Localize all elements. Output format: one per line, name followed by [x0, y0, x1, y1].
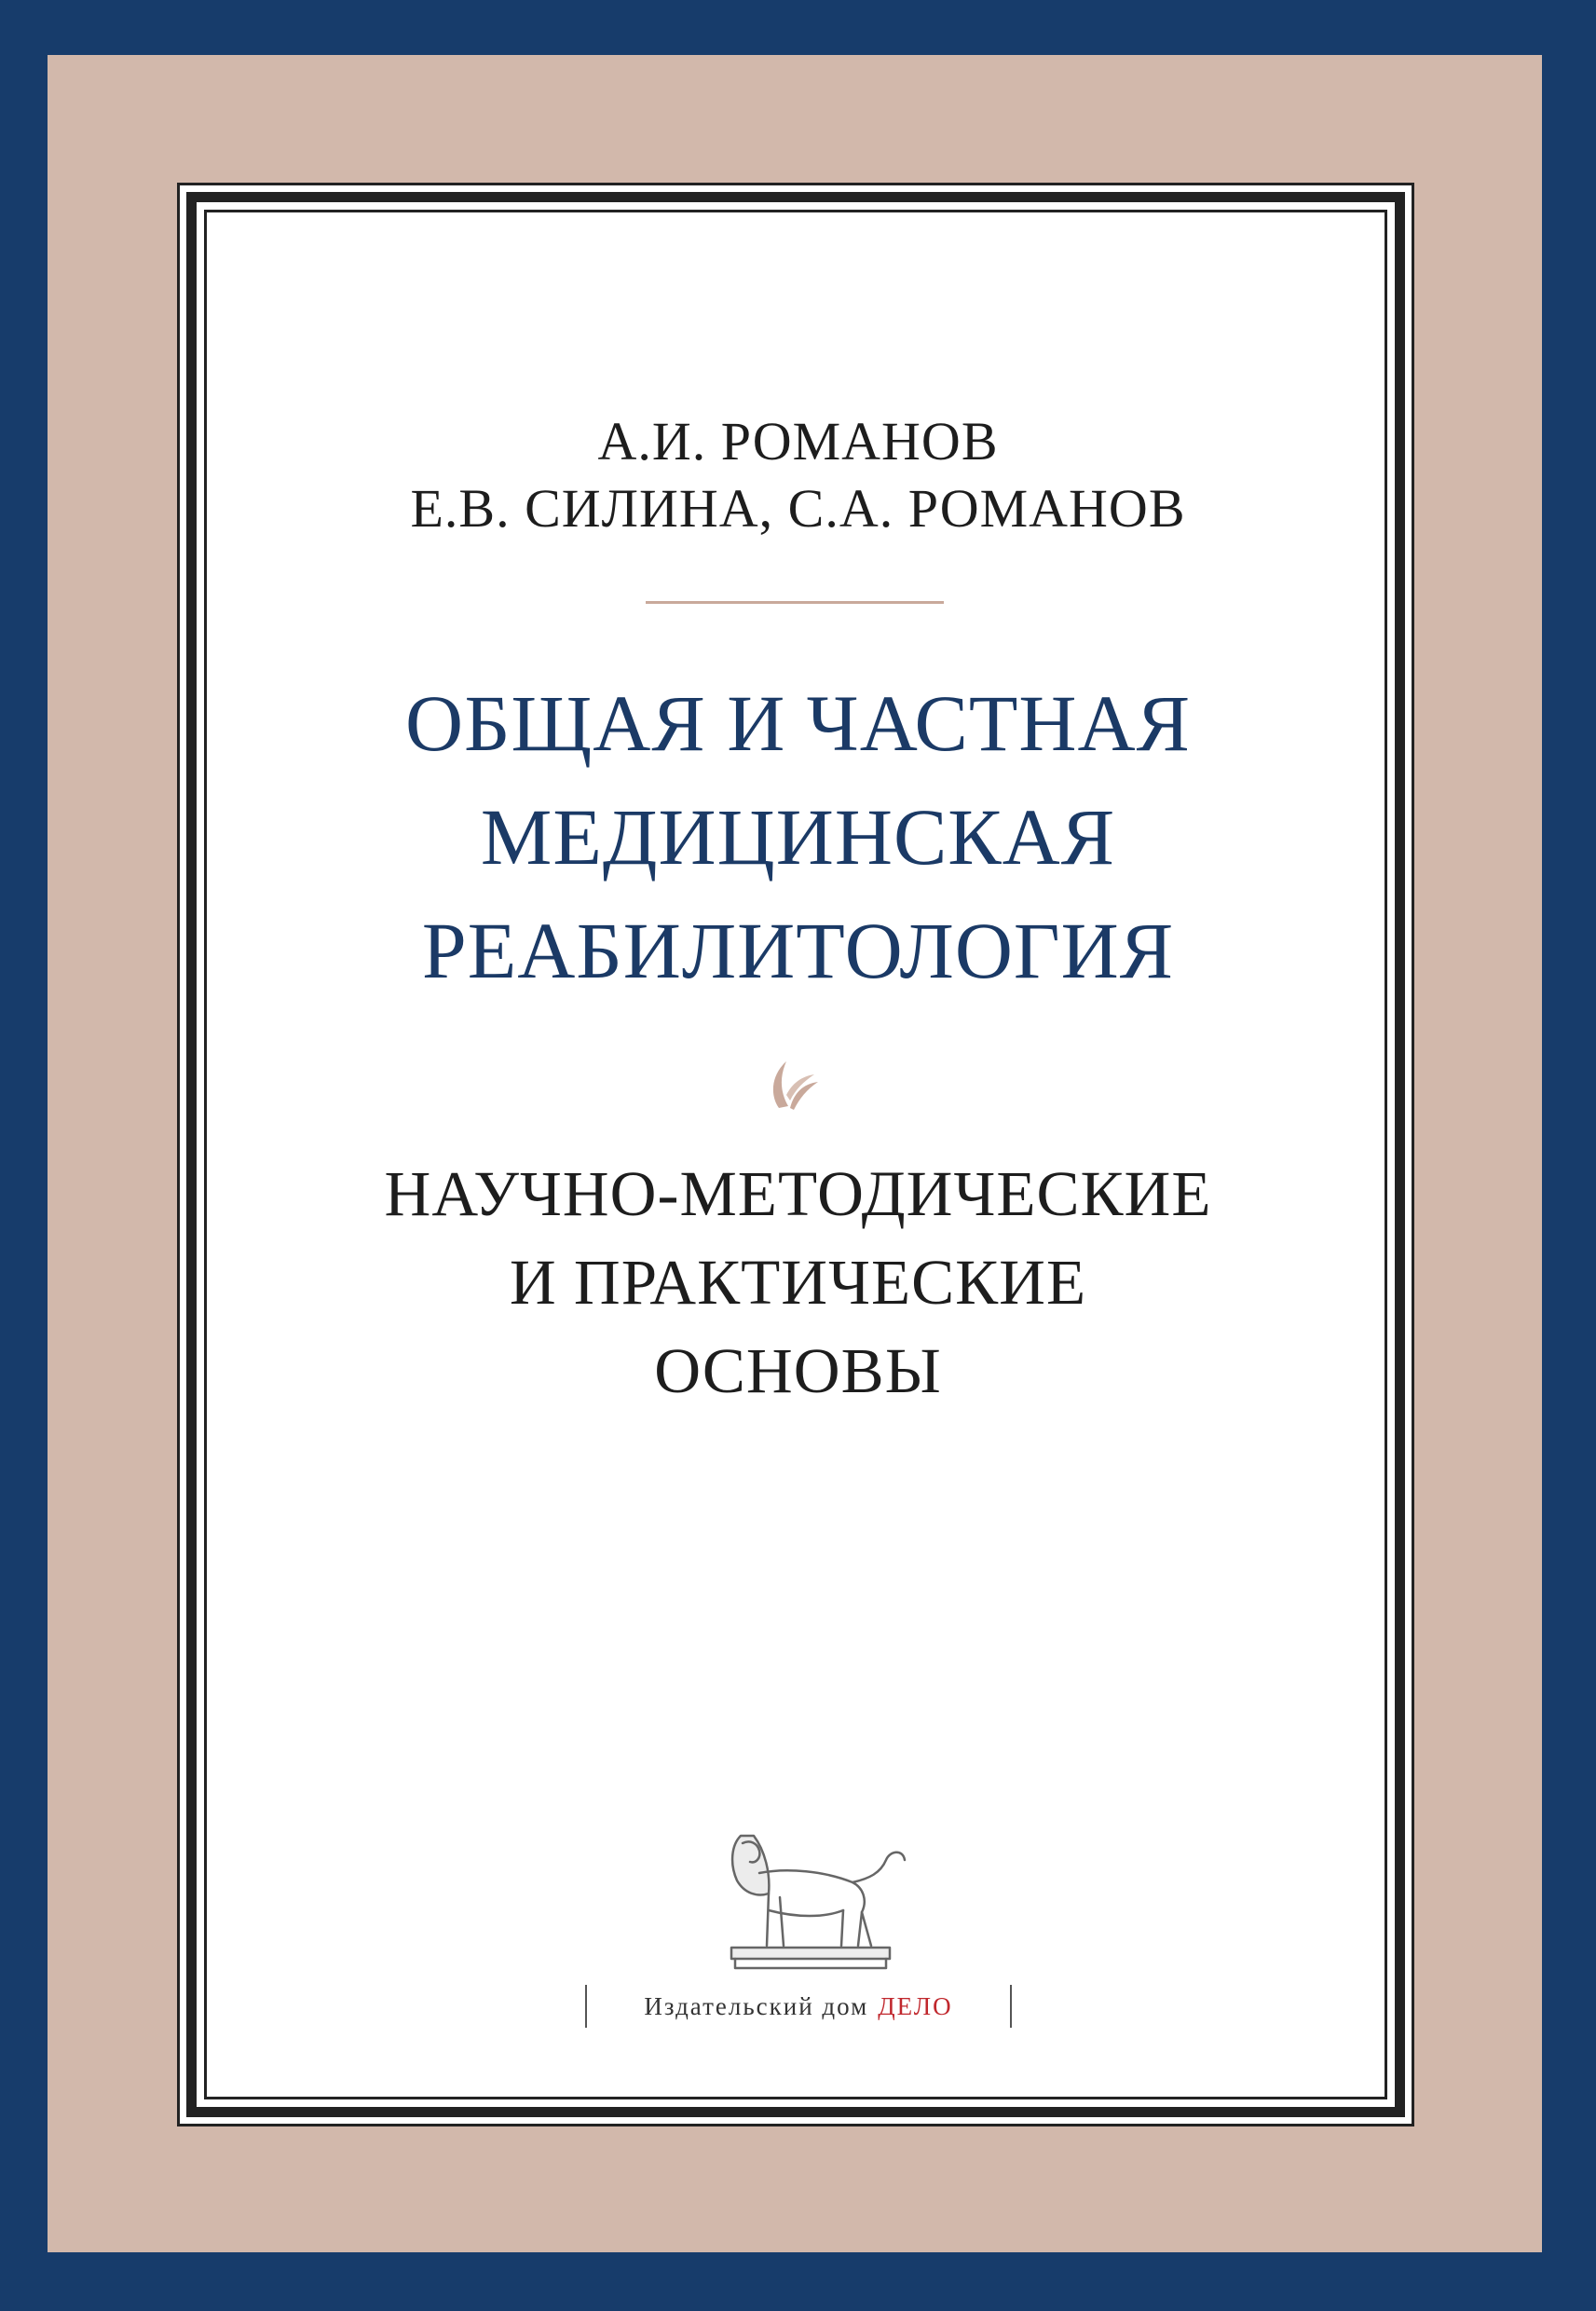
subtitle-line-3: ОСНОВЫ: [654, 1335, 942, 1406]
subtitle-line-2: И ПРАКТИЧЕСКИЕ: [509, 1247, 1087, 1318]
author-line-2: Е.В. СИЛИНА, С.А. РОМАНОВ: [410, 478, 1186, 539]
subtitle-line-1: НАУЧНО-МЕТОДИЧЕСКИЕ: [384, 1158, 1212, 1229]
divider-rule: [646, 601, 944, 604]
author-line-1: А.И. РОМАНОВ: [597, 411, 999, 472]
lion-logo-icon: [703, 1808, 918, 1985]
publisher-brand: ДЕЛО: [878, 1991, 953, 2020]
title-line-3: РЕАБИЛИТОЛОГИЯ: [421, 906, 1175, 995]
leaf-flourish-icon: [766, 1058, 822, 1110]
publisher-imprint: [585, 1985, 1012, 2028]
title-line-2: МЕДИЦИНСКАЯ: [480, 792, 1116, 882]
title-line-1: ОБЩАЯ И ЧАСТНАЯ: [404, 678, 1191, 768]
publisher-name: Издательский дом: [644, 1991, 869, 2020]
